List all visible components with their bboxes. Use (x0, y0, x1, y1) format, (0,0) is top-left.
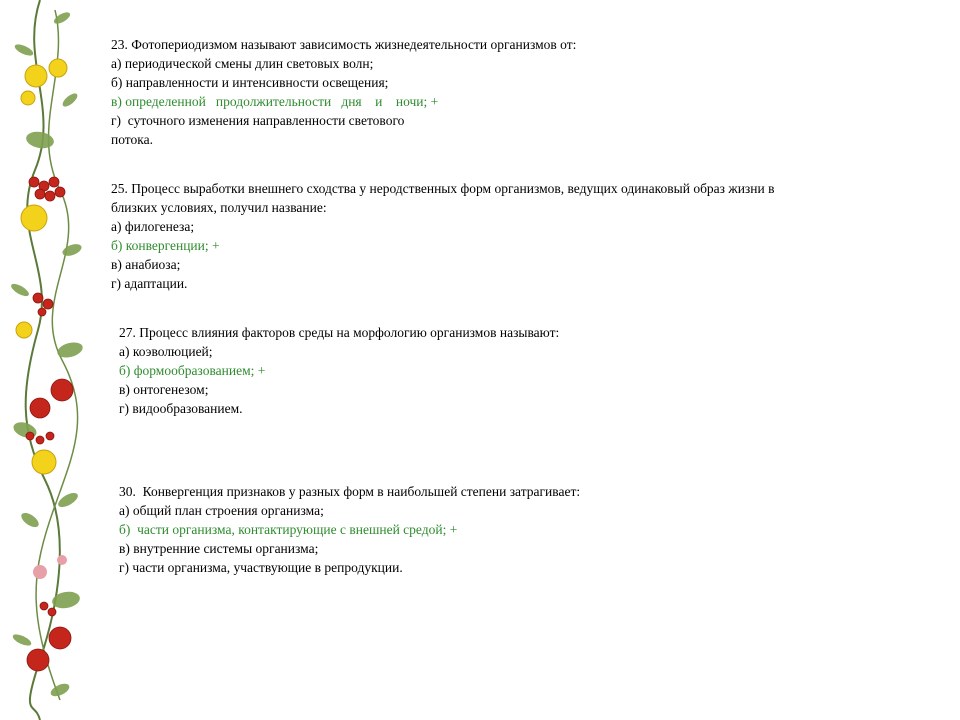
answer-option: а) общий план строения организма; (119, 503, 324, 518)
answer-option: г) адаптации. (111, 276, 188, 291)
floral-border-icon (0, 0, 96, 720)
question-text: 30. Конвергенция признаков у разных форм в наибольшей степени затрагивает: (119, 484, 581, 499)
question-30 (119, 482, 580, 577)
answer-option: в) онтогенезом; (119, 382, 209, 397)
question-25 (111, 179, 774, 293)
answer-option: г) суточного изменения направленности светового (111, 113, 405, 128)
question-text: 23. Фотопериодизмом называют зависимость жизнедеятельности организмов от: (111, 37, 577, 52)
answer-option: в) анабиоза; (111, 257, 181, 272)
answer-option: б) направленности и интенсивности освещения; (111, 75, 389, 90)
question-23 (111, 35, 576, 149)
answer-option: а) филогенеза; (111, 219, 195, 234)
answer-option-correct: б) части организма, контактирующие с внешней средой; + (119, 522, 458, 537)
answer-option-correct: б) формообразованием; + (119, 363, 266, 378)
answer-option-correct: б) конвергенции; + (111, 238, 220, 253)
question-text: 25. Процесс выработки внешнего сходства у неродственных форм организмов, ведущих одинаковый образ жизни в (111, 181, 775, 196)
answer-option: потока. (111, 132, 153, 147)
answer-option: в) внутренние системы организма; (119, 541, 319, 556)
question-27 (119, 323, 559, 418)
question-text: 27. Процесс влияния факторов среды на морфологию организмов называют: (119, 325, 560, 340)
answer-option: а) периодической смены длин световых волн; (111, 56, 374, 71)
answer-option: близких условиях, получил название: (111, 200, 327, 215)
answer-option: г) видообразованием. (119, 401, 243, 416)
answer-option-correct: в) определенной продолжительности дня и ночи; + (111, 94, 439, 109)
answer-option: а) коэволюцией; (119, 344, 213, 359)
answer-option: г) части организма, участвующие в репродукции. (119, 560, 403, 575)
